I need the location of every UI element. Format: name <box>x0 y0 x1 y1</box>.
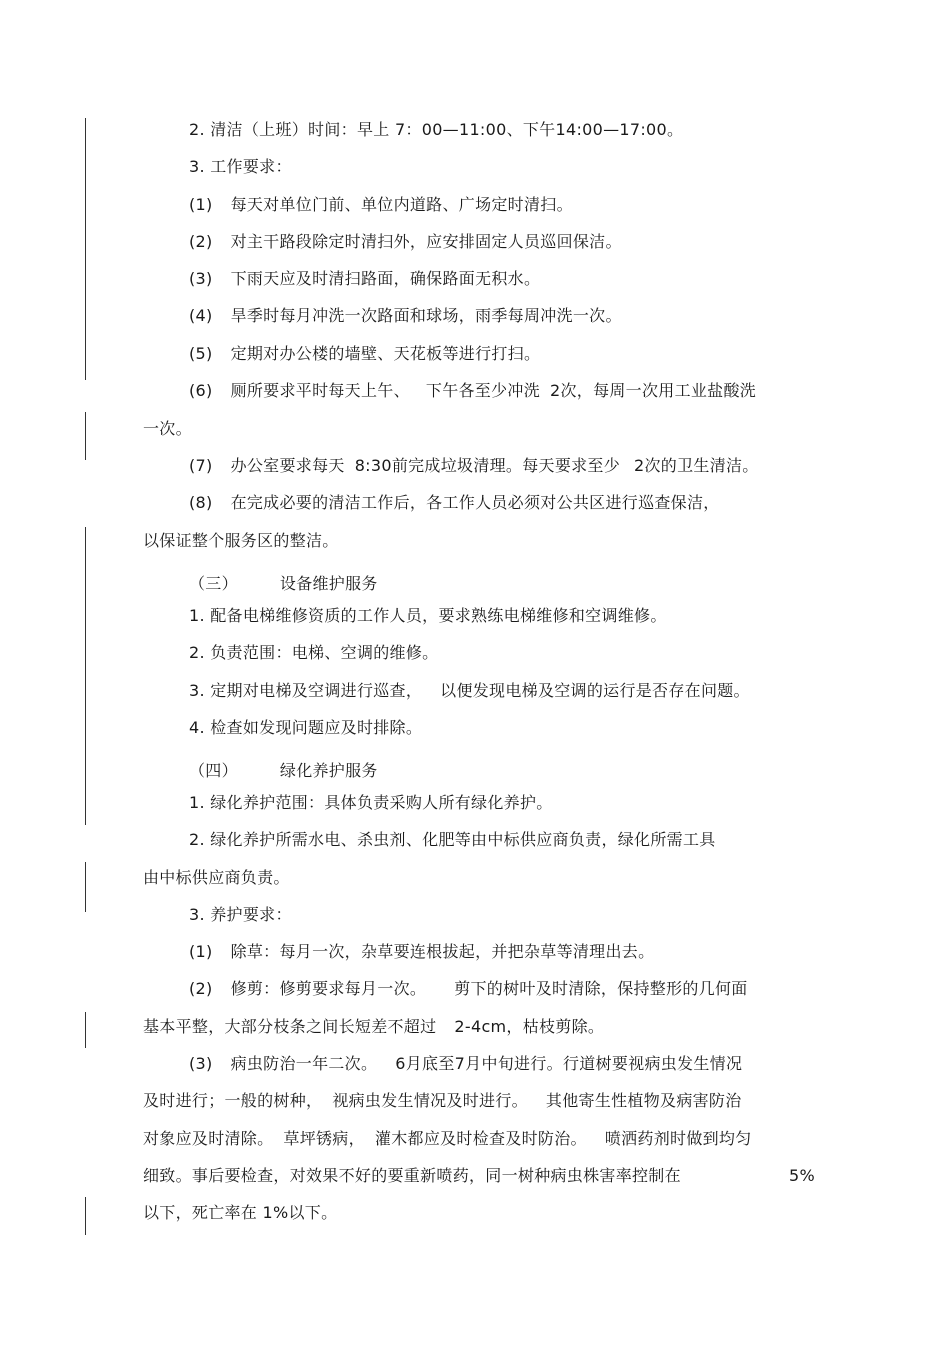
item-text: 视病虫发生情况及时进行。 <box>332 1091 528 1110</box>
greening-item: 2. 绿化养护所需水电、杀虫剂、化肥等由中标供应商负责，绿化所需工具 <box>189 830 716 849</box>
item-number: (1) <box>189 195 213 214</box>
requirement-item <box>189 455 759 477</box>
item-text: 下雨天应及时清扫路面，确保路面无积水。 <box>230 269 541 288</box>
maintenance-item <box>189 1053 742 1075</box>
item-text: 修剪：修剪要求每月一次。 <box>230 979 427 998</box>
continuation-line <box>143 1016 604 1038</box>
item-text: 喷洒药剂时做到均匀 <box>604 1129 752 1148</box>
requirement-item <box>189 492 720 514</box>
item-text: 除草：每月一次，杂草要连根拔起，并把杂草等清理出去。 <box>230 942 655 961</box>
item-text: 对象应及时清除。 <box>143 1129 274 1148</box>
greening-item: 1. 绿化养护范围：具体负责采购人所有绿化养护。 <box>189 793 553 812</box>
section-title: 绿化养护服务 <box>279 761 378 780</box>
item-text: 草坪锈病， <box>283 1129 365 1148</box>
item-number: (5) <box>189 344 213 363</box>
continuation-line: 以保证整个服务区的整洁。 <box>143 531 339 550</box>
revision-bar <box>85 527 86 825</box>
item-text: 及时进行；一般的树种， <box>143 1091 323 1110</box>
section-heading <box>189 760 378 782</box>
item-text: 3. 定期对电梯及空调进行巡查， <box>189 681 423 700</box>
item-number: (8) <box>189 493 213 512</box>
requirement-item <box>189 268 540 290</box>
item-text: 厕所要求平时每天上午、 <box>230 381 410 400</box>
maintenance-item <box>189 941 654 963</box>
item-text: 办公室要求每天 <box>230 456 345 475</box>
item-text: 其他寄生性植物及病害防治 <box>545 1091 742 1110</box>
revision-bar <box>85 118 86 380</box>
item-text: 病虫防治一年二次。 <box>230 1054 378 1073</box>
requirement-item <box>189 305 622 327</box>
item-number: (3) <box>189 1054 213 1073</box>
item-number: (3) <box>189 269 213 288</box>
item-text: 基本平整，大部分枝条之间长短差不超过 <box>143 1017 437 1036</box>
requirement-item <box>189 194 573 216</box>
section-number: （三） <box>189 574 238 593</box>
work-requirements-heading: 3. 工作要求： <box>189 157 292 176</box>
item-text: 剪下的树叶及时清除，保持整形的几何面 <box>454 979 748 998</box>
continuation-line: 5% <box>789 1166 815 1185</box>
requirement-item <box>189 380 756 402</box>
item-text: 每天对单位门前、单位内道路、广场定时清扫。 <box>230 195 573 214</box>
equipment-item <box>189 680 750 702</box>
requirement-item <box>189 343 540 365</box>
continuation-line: 以下，死亡率在 1%以下。 <box>143 1203 338 1222</box>
continuation-line <box>143 1128 752 1150</box>
item-number: (6) <box>189 381 213 400</box>
item-number: (2) <box>189 979 213 998</box>
revision-bar <box>85 862 86 912</box>
greening-item: 3. 养护要求： <box>189 905 292 924</box>
item-text: 下午各至少冲洗 <box>425 381 540 400</box>
section-number: （四） <box>189 761 238 780</box>
requirement-item <box>189 231 622 253</box>
item-text: 灌木都应及时检查及时防治。 <box>374 1129 587 1148</box>
item-text: 6月底至7月中旬进行。行道树要视病虫发生情况 <box>395 1054 743 1073</box>
item-number: (2) <box>189 232 213 251</box>
item-number: (7) <box>189 456 213 475</box>
equipment-item: 2. 负责范围：电梯、空调的维修。 <box>189 643 439 662</box>
continuation-line <box>143 1090 742 1112</box>
item-number: (4) <box>189 306 213 325</box>
clean-time-line: 2. 清洁（上班）时间：早上 7：00—11:00、下午14:00—17:00。 <box>189 120 684 139</box>
item-text: 对主干路段除定时清扫外，应安排固定人员巡回保洁。 <box>230 232 622 251</box>
maintenance-item <box>189 978 748 1000</box>
section-title: 设备维护服务 <box>279 574 378 593</box>
item-text: 以便发现电梯及空调的运行是否存在问题。 <box>440 681 750 700</box>
revision-bar <box>85 1197 86 1235</box>
item-number: (1) <box>189 942 213 961</box>
continuation-line: 由中标供应商负责。 <box>143 868 290 887</box>
continuation-line: 细致。事后要检查，对效果不好的要重新喷药，同一树种病虫株害率控制在 <box>143 1166 681 1185</box>
revision-bar <box>85 412 86 460</box>
item-text: 2次，每周一次用工业盐酸洗 <box>550 381 757 400</box>
equipment-item: 4. 检查如发现问题应及时排除。 <box>189 718 423 737</box>
continuation-line: 一次。 <box>143 419 192 438</box>
section-heading <box>189 573 378 595</box>
item-text: 旱季时每月冲洗一次路面和球场，雨季每周冲洗一次。 <box>230 306 622 325</box>
revision-bar <box>85 1012 86 1048</box>
item-text: 2次的卫生清洁。 <box>634 456 759 475</box>
item-text: 2-4cm，枯枝剪除。 <box>454 1017 605 1036</box>
item-text: 定期对办公楼的墙壁、天花板等进行打扫。 <box>230 344 541 363</box>
item-text: 8:30前完成垃圾清理。每天要求至少 <box>354 456 621 475</box>
equipment-item: 1. 配备电梯维修资质的工作人员，要求熟练电梯维修和空调维修。 <box>189 606 667 625</box>
item-text: 在完成必要的清洁工作后，各工作人员必须对公共区进行巡查保洁， <box>230 493 720 512</box>
